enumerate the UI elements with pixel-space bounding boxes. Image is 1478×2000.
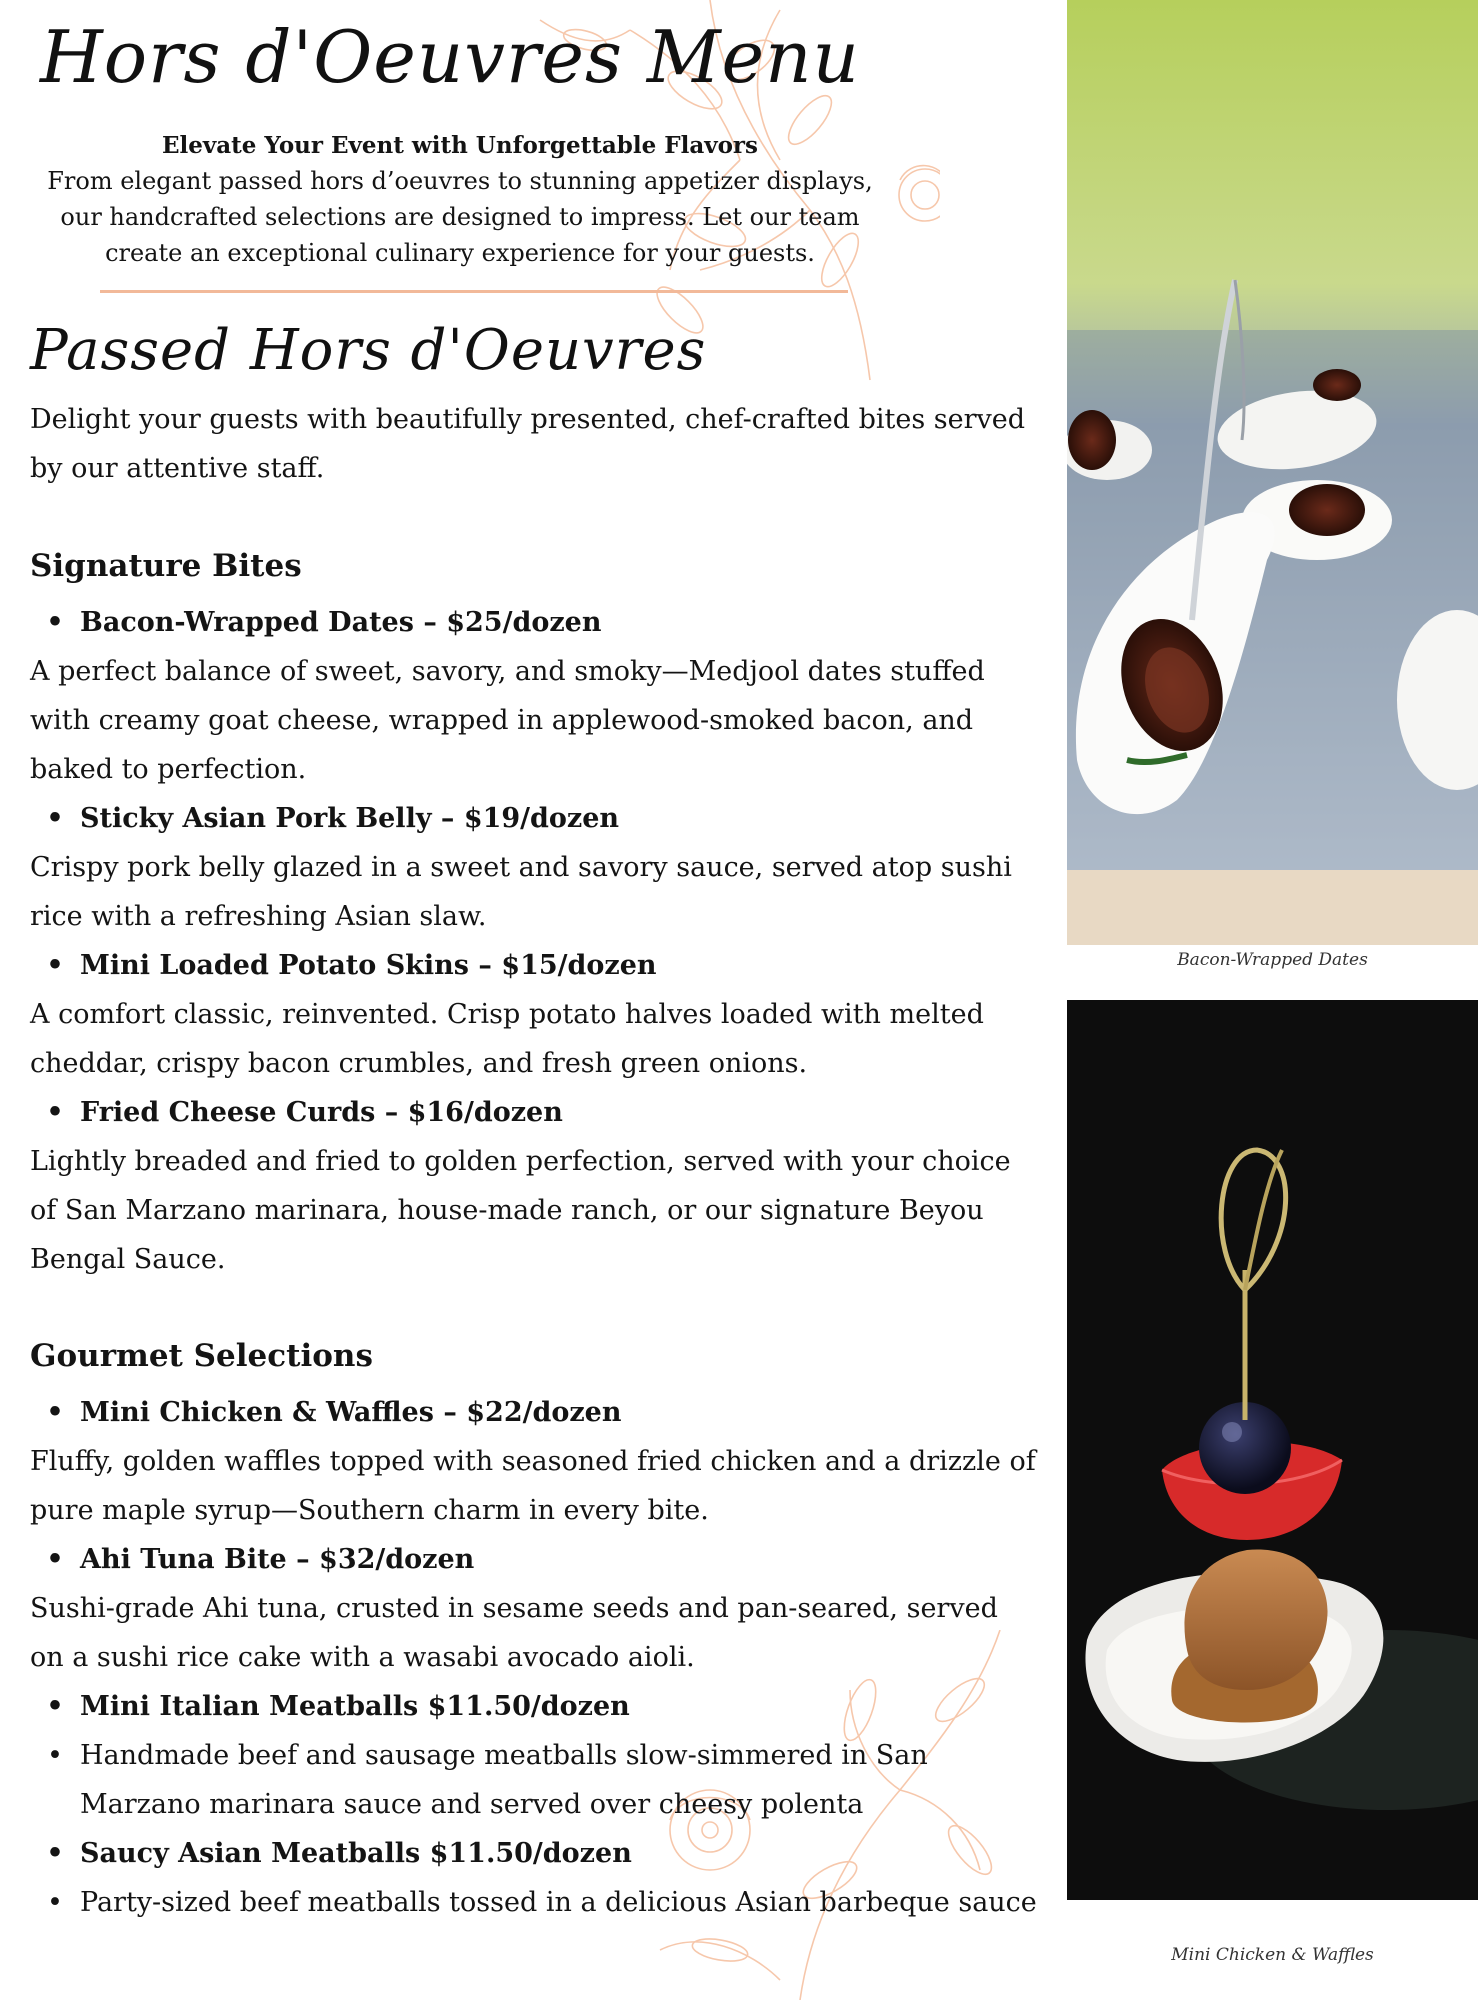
bullet-icon: • <box>47 1740 63 1771</box>
menu-item-description: • Party-sized beef meatballs tossed in a delicious Asian barbeque sauce <box>30 1878 1040 1927</box>
menu-item-name: • Fried Cheese Curds – $16/dozen <box>30 1088 563 1137</box>
menu-item-name: • Sticky Asian Pork Belly – $19/dozen <box>30 794 619 843</box>
menu-item-description: Fluffy, golden waffles topped with seasoned fried chicken and a drizzle of pure maple syrup—Southern charm in every bite. <box>30 1446 1036 1526</box>
signature-bites-heading: Signature Bites <box>30 548 302 584</box>
bacon-wrapped-dates-photo <box>1067 0 1478 945</box>
menu-item-name: • Bacon-Wrapped Dates – $25/dozen <box>30 598 601 647</box>
photo-caption-top: Bacon-Wrapped Dates <box>1177 950 1368 970</box>
gourmet-selections-heading: Gourmet Selections <box>30 1338 373 1374</box>
section-title: Passed Hors d'Oeuvres <box>30 318 707 383</box>
section-description: Delight your guests with beautifully presented, chef-crafted bites served by our attentive staff. <box>30 404 1026 484</box>
title-divider <box>100 290 848 293</box>
bullet-icon: • <box>46 950 64 981</box>
photo-caption-bottom: Mini Chicken & Waffles <box>1171 1945 1374 1965</box>
bullet-icon: • <box>46 1544 64 1575</box>
menu-item-description: Sushi-grade Ahi tuna, crusted in sesame seeds and pan-seared, served on a sushi rice cake with a wasabi avocado aioli. <box>30 1593 998 1673</box>
menu-item-description: • Handmade beef and sausage meatballs slow-simmered in San Marzano marinara sauce and served over cheesy polenta <box>30 1731 1040 1829</box>
menu-item-description: Crispy pork belly glazed in a sweet and savory sauce, served atop sushi rice with a refreshing Asian slaw. <box>30 852 1012 932</box>
menu-item-description: A perfect balance of sweet, savory, and smoky—Medjool dates stuffed with creamy goat cheese, wrapped in applewood-smoked bacon, and baked to perfection. <box>30 656 985 785</box>
bullet-icon: • <box>46 1691 64 1722</box>
menu-item-name: • Mini Chicken & Waffles – $22/dozen <box>30 1388 622 1437</box>
mini-chicken-waffles-photo <box>1067 1000 1478 1900</box>
menu-item-name: • Mini Loaded Potato Skins – $15/dozen <box>30 941 657 990</box>
menu-item-name: • Saucy Asian Meatballs $11.50/dozen <box>30 1829 1040 1878</box>
bullet-icon: • <box>46 607 64 638</box>
menu-item-description: A comfort classic, reinvented. Crisp potato halves loaded with melted cheddar, crispy bacon crumbles, and fresh green onions. <box>30 999 984 1079</box>
bullet-icon: • <box>46 803 64 834</box>
bullet-icon: • <box>47 1887 63 1918</box>
bullet-icon: • <box>46 1097 64 1128</box>
menu-item-name: • Mini Italian Meatballs $11.50/dozen <box>30 1682 1040 1731</box>
menu-intro: From elegant passed hors d’oeuvres to stunning appetizer displays, our handcrafted selections are designed to impress. Let our team create an exceptional culinary experience for your guests. <box>47 167 873 267</box>
menu-tagline: Elevate Your Event with Unforgettable Flavors <box>161 132 758 159</box>
bullet-icon: • <box>46 1838 64 1869</box>
bullet-icon: • <box>46 1397 64 1428</box>
menu-item-description: Lightly breaded and fried to golden perfection, served with your choice of San Marzano marinara, house-made ranch, or our signature Beyou Bengal Sauce. <box>30 1146 1011 1275</box>
menu-item-name: • Ahi Tuna Bite – $32/dozen <box>30 1535 474 1584</box>
menu-title: Hors d'Oeuvres Menu <box>40 15 860 99</box>
